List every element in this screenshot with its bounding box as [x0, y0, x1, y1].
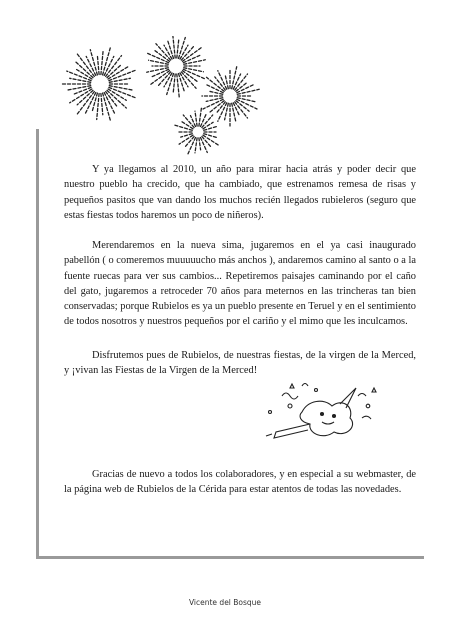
- paragraph-intro: Y ya llegamos al 2010, un año para mirar hacia atrás y poder decir que nuestro pueblo ha crecido, que ha cambiado, que estrenamos remesa de risas y pequeños pasitos que van dando los muchos recién llegados rubieleros (seguro que estas fiestas todos haremos un poco de niñeros).: [64, 164, 416, 221]
- paragraph-thanks: Gracias de nuevo a todos los colaboradores, y en especial a su webmaster, de la página web de Rubielos de la Cérida para estar atentos de todas las novedades.: [64, 469, 416, 496]
- paragraph-activities: Merendaremos en la nueva sima, jugaremos en el ya casi inaugurado pabellón ( o comeremos muuuuucho más anchos ), andaremos camino al santo o a la fuente ruecas para ver sus cambios... Repetiremos paisajes caminando por el caño del gato, jugaremos a retroceder 70 años para meternos en las trincheras tan bien conservadas; porque Rubielos es ya un pueblo presente en Teruel y en el sentimiento de todos nosotros y nuestros pequeños por el cariño y el mimo que les inculcamos.: [64, 240, 416, 328]
- paragraph-celebration: Disfrutemos pues de Rubielos, de nuestras fiestas, de la virgen de la Merced, y ¡vivan las Fiestas de la Virgen de la Merced!: [64, 350, 416, 377]
- party-horn-icon: [262, 376, 382, 442]
- signature: Vicente del Bosque: [188, 598, 262, 607]
- fireworks-icon: [58, 36, 268, 156]
